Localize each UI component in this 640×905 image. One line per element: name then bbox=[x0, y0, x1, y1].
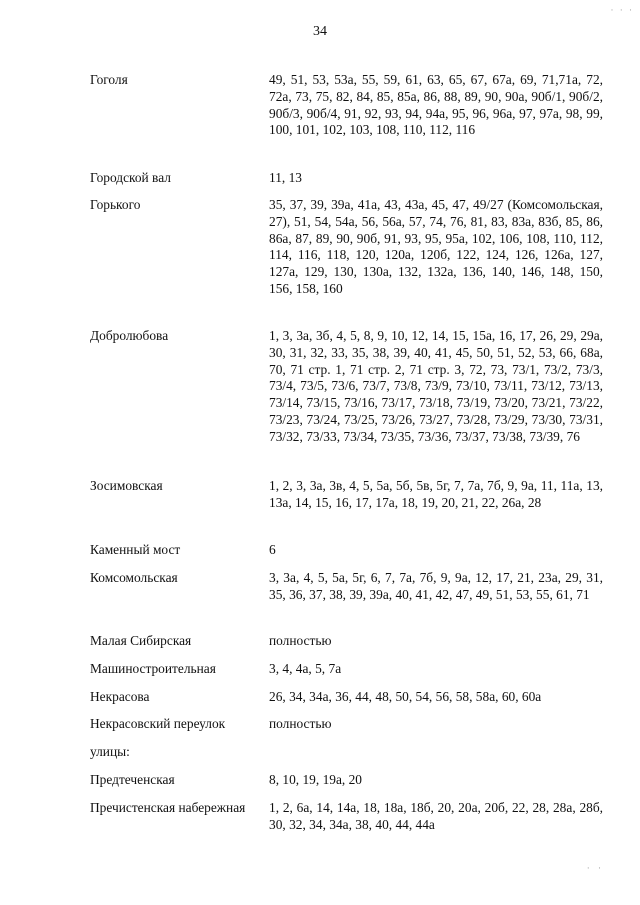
house-numbers: 6 bbox=[269, 542, 276, 557]
house-numbers: полностью bbox=[269, 633, 332, 648]
street-name: Предтеченская bbox=[90, 772, 175, 787]
street-name: Машиностроительная bbox=[90, 661, 216, 676]
house-numbers: 3, 3а, 4, 5, 5а, 5г, 6, 7, 7а, 7б, 9, 9а, 12, 17, 21, 23а, 29, 31, 35, 36, 37, 38, 39, 39а, 40, 41, 42, 47, 49, 51, 53, 55, 61, 71 bbox=[269, 570, 603, 602]
house-numbers: 1, 2, 6а, 14, 14а, 18, 18а, 18б, 20, 20а, 20б, 22, 28, 28а, 28б, 30, 32, 34, 34а, 38, 40, 44, 44а bbox=[269, 800, 603, 832]
street-name: Зосимовская bbox=[90, 478, 163, 493]
bottom-scan-mark: · · bbox=[586, 863, 604, 874]
house-numbers: 1, 2, 3, 3а, 3в, 4, 5, 5а, 5б, 5в, 5г, 7, 7а, 7б, 9, 9а, 11, 11а, 13, 13а, 14, 15, 16, 17, 17а, 18, 19, 20, 21, 22, 26а, 28 bbox=[269, 478, 603, 510]
street-name: Некрасовский переулок bbox=[90, 716, 226, 731]
street-name: Городской вал bbox=[90, 170, 171, 185]
street-name: Малая Сибирская bbox=[90, 633, 192, 648]
street-name: Добролюбова bbox=[90, 328, 169, 343]
page-number: 34 bbox=[313, 24, 327, 39]
street-name: Некрасова bbox=[90, 689, 150, 704]
street-name: Каменный мост bbox=[90, 542, 181, 557]
street-name: Комсомольская bbox=[90, 570, 178, 585]
house-numbers: 11, 13 bbox=[269, 170, 302, 185]
street-name: Гоголя bbox=[90, 72, 128, 87]
house-numbers: 49, 51, 53, 53а, 55, 59, 61, 63, 65, 67, 67а, 69, 71,71а, 72, 72а, 73, 75, 82, 84, 85, 85а, 86, 88, 89, 90, 90а, 90б/1, 90б/2, 90б/3, 90б/4, 91, 92, 93, 94, 94а, 95, 96, 96а, 97, 97а, 98, 99, 100, 101, 102, 103, 108, 110, 112, 116 bbox=[269, 72, 603, 138]
street-name: улицы: bbox=[90, 744, 130, 759]
house-numbers: 35, 37, 39, 39а, 41а, 43, 43а, 45, 47, 49/27 (Комсомольская, 27), 51, 54, 54а, 56, 56а, 57, 74, 76, 81, 83, 83а, 83б, 85, 86, 86а, 87, 89, 90, 90б, 91, 93, 95, 95а, 102, 106, 108, 110, 112, 114, 116, 118, 120, 120а, 120б, 122, 124, 126, 126а, 127, 127а, 129, 130, 130а, 132, 132а, 136, 140, 146, 148, 150, 156, 158, 160 bbox=[269, 197, 603, 296]
house-numbers: 8, 10, 19, 19а, 20 bbox=[269, 772, 362, 787]
house-numbers: 1, 3, 3а, 3б, 4, 5, 8, 9, 10, 12, 14, 15, 15а, 16, 17, 26, 29, 29а, 30, 31, 32, 33, 35, 38, 39, 40, 41, 45, 50, 51, 52, 53, 66, 68а, 70, 71 стр. 1, 71 стр. 2, 71 стр. 3, 72, 73, 73/1, 73/2, 73/3, 73/4, 73/5, 73/6, 73/7, 73/8, 73/9, 73/10, 73/11, 73/12, 73/13, 73/14, 73/15, 73/16, 73/17, 73/18, 73/19, 73/20, 73/21, 73/22, 73/23, 73/24, 73/25, 73/26, 73/27, 73/28, 73/29, 73/30, 73/31, 73/32, 73/33, 73/34, 73/35, 73/36, 73/37, 73/38, 73/39, 76 bbox=[269, 328, 603, 444]
corner-scan-mark: · · · bbox=[610, 5, 634, 15]
house-numbers: полностью bbox=[269, 716, 332, 731]
street-name: Пречистенская набережная bbox=[90, 800, 246, 815]
street-name: Горького bbox=[90, 197, 141, 212]
house-numbers: 26, 34, 34а, 36, 44, 48, 50, 54, 56, 58, 58а, 60, 60а bbox=[269, 689, 542, 704]
house-numbers: 3, 4, 4а, 5, 7а bbox=[269, 661, 342, 676]
